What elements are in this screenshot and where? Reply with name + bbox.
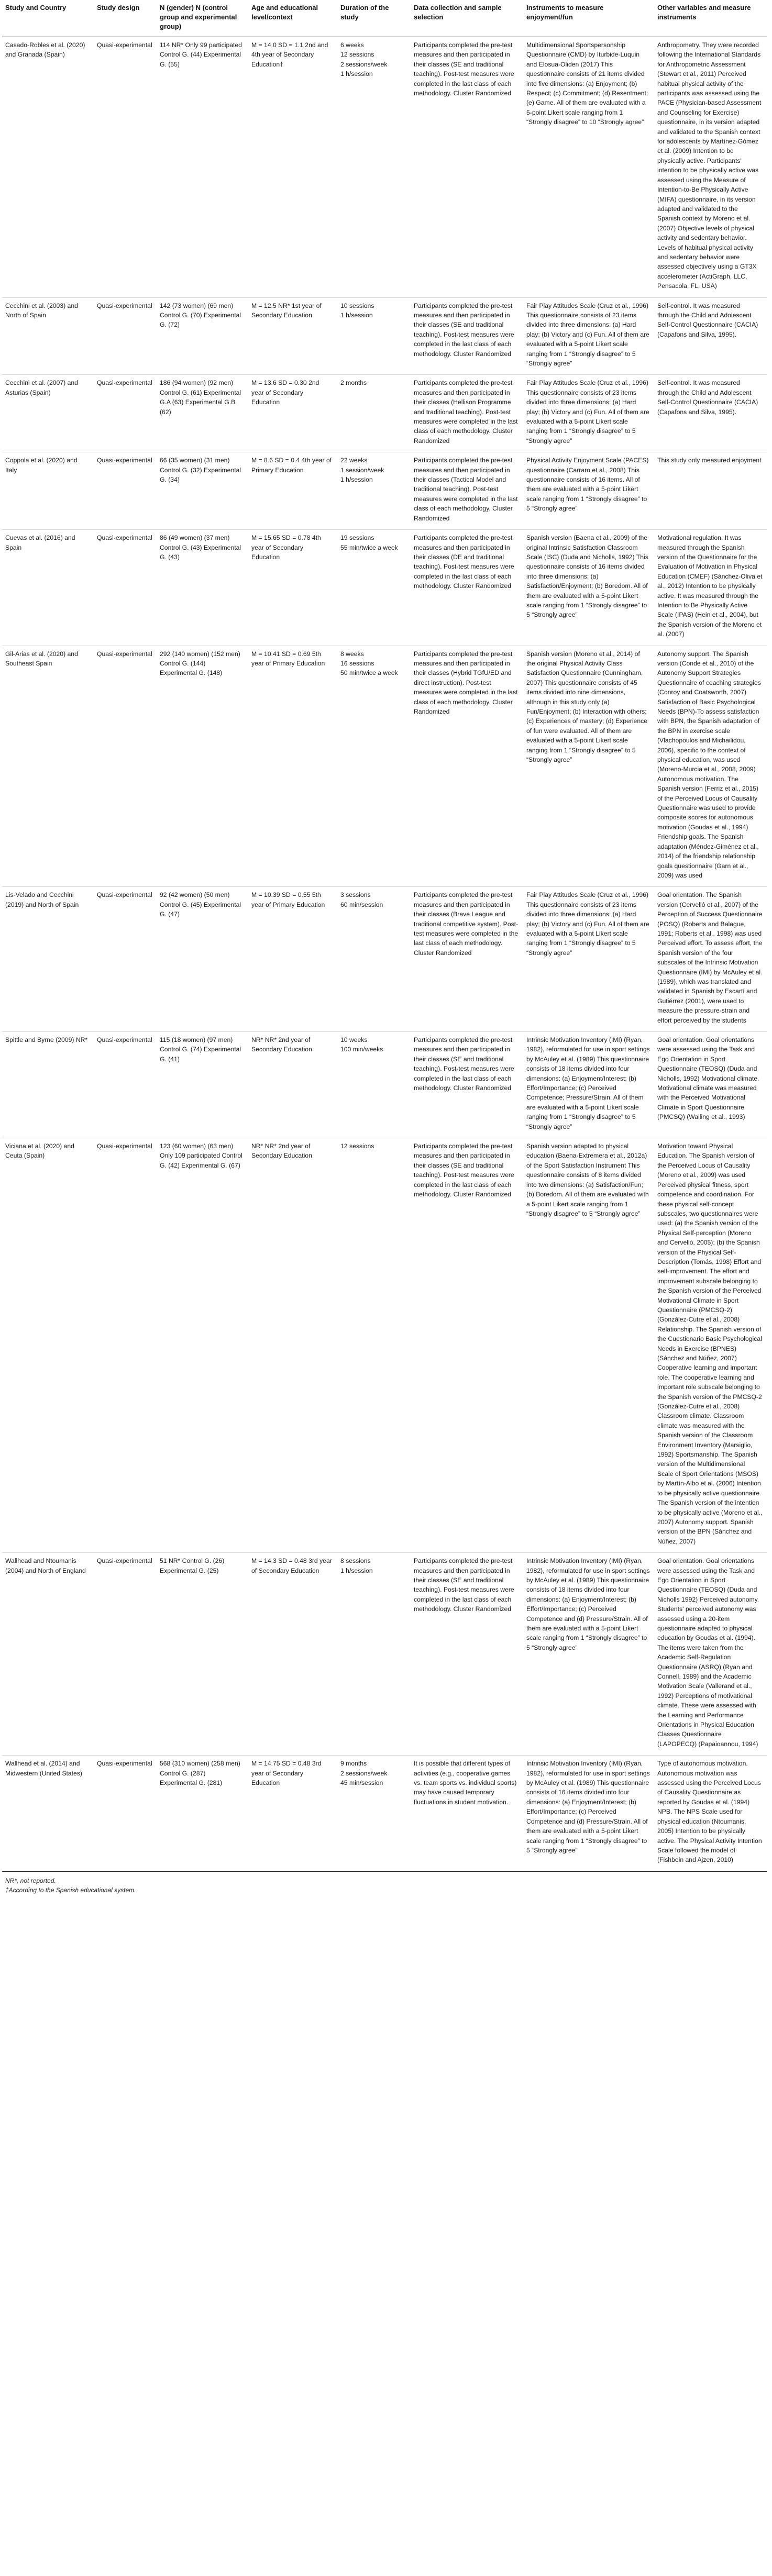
- cell-design: Quasi-experimental: [94, 530, 157, 646]
- cell-duration: 8 sessions 1 h/session: [337, 1553, 411, 1756]
- cell-data-collection: Participants completed the pre-test measures and then participated in their classes (DE and traditional teaching). Post-test measures were completed in the last class of each methodology. Cluster Randomized: [411, 530, 523, 646]
- table-row: [2, 375, 767, 452]
- header-n: N (gender) N (control group and experimental group): [157, 0, 248, 37]
- cell-instruments: Spanish version (Moreno et al., 2014) of the original Physical Activity Class Satisfaction Questionnaire (Cunningham, 2007) This questionnaire consists of 45 items divided into nine dimensions, although in this study only (a) Fun/Enjoyment; (b) Interaction with others; (c) Experiences of mastery; (d) Experience of fun were evaluated. All of them are evaluated with a 5-point Likert scale ranging from 1 “Strongly disagree” to 5 “Strongly agree”: [523, 646, 654, 887]
- footnote-nr: NR*, not reported.: [5, 1877, 56, 1884]
- cell-n: 51 NR* Control G. (26) Experimental G. (25): [157, 1553, 248, 1756]
- cell-duration: 6 weeks 12 sessions 2 sessions/week 1 h/session: [337, 37, 411, 298]
- cell-n: 86 (49 women) (37 men) Control G. (43) Experimental G. (43): [157, 530, 248, 646]
- table-row: [2, 887, 767, 1032]
- cell-study: Lis-Velado and Cecchini (2019) and North of Spain: [2, 887, 94, 1032]
- header-data-collection: Data collection and sample selection: [411, 0, 523, 37]
- cell-data-collection: It is possible that different types of activities (e.g., cooperative games vs. team sports vs. individual sports) may have caused temporary fluctuations in student motivation.: [411, 1756, 523, 1871]
- cell-other-variables: Anthropometry. They were recorded following the International Standards for Anthropometric Assessment (Stewart et al., 2011) Perceived habitual physical activity of the participants was assessed using the PACE (Physician-based Assessment and Counseling for Exercise) questionnaire, in its version adapted and validated to the Spanish context for adolescents by Martínez-Gómez et al. (2009) Intention to be physically active. Participants' intention to be physically active was assessed using the Measure of Intention-to-Be Physically Active (MIFA) questionnaire, in its version adapted and validated to the Spanish context by Moreno et al. (2007) Objective levels of physical activity and sedentary behavior. Levels of habitual physical activity and sedentary behavior were assessed objectively using a GT3X accelerometer (ActiGraph, LLC, Pensacola, FL, USA): [654, 37, 767, 298]
- cell-n: 568 (310 women) (258 men) Control G. (287) Experimental G. (281): [157, 1756, 248, 1871]
- studies-table: [2, 0, 767, 1872]
- header-design: Study design: [94, 0, 157, 37]
- cell-design: Quasi-experimental: [94, 375, 157, 452]
- cell-n: 123 (60 women) (63 men) Only 109 participated Control G. (42) Experimental G. (67): [157, 1138, 248, 1553]
- cell-duration: 19 sessions 55 min/twice a week: [337, 530, 411, 646]
- cell-n: 92 (42 women) (50 men) Control G. (45) Experimental G. (47): [157, 887, 248, 1032]
- cell-other-variables: Self-control. It was measured through the Child and Adolescent Self-Control Questionnaire (CACIA) (Capafons and Silva, 1995).: [654, 297, 767, 375]
- cell-other-variables: Autonomy support. The Spanish version (Conde et al., 2010) of the Autonomy Support Strategies Questionnaire of coaching strategies (Conroy and Coatsworth, 2007) Satisfaction of Basic Psychological Needs (BPN)-To assess satisfaction with BPN, the Spanish adaptation of the BPN in exercise scale (Vlachopoulos and Michailidou, 2006), specific to the context of physical education, was used (Moreno-Murcia et al., 2008, 2009) Autonomous motivation. The Spanish version (Ferriz et al., 2015) of the Perceived Locus of Causality Questionnaire was used to provide composite scores for autonomous motivation (Goudas et al., 1994) Friendship goals. The Spanish adaptation (Méndez-Giménez et al., 2014) of the friendship relationship goals questionnaire (Garn et al., 2009) was used: [654, 646, 767, 887]
- cell-data-collection: Participants completed the pre-test measures and then participated in their classes (SE and traditional teaching). Post-test measures were completed in the last class of each methodology. Cluster Randomized: [411, 37, 523, 298]
- cell-data-collection: Participants completed the pre-test measures and then participated in their classes (SE and traditional teaching). Post-test measures were completed in the last class of each methodology. Cluster Randomized: [411, 297, 523, 375]
- cell-instruments: Fair Play Attitudes Scale (Cruz et al., 1996) This questionnaire consists of 23 items divided into three dimensions: (a) Hard play; (b) Victory and (c) Fun. All of them are evaluated with a 5-point Likert scale ranging from 1 “Strongly disagree” to 5 “Strongly agree”: [523, 375, 654, 452]
- cell-design: Quasi-experimental: [94, 887, 157, 1032]
- cell-design: Quasi-experimental: [94, 37, 157, 298]
- cell-data-collection: Participants completed the pre-test measures and then participated in their classes (SE and traditional teaching). Post-test measures were completed in the last class of each methodology. Cluster Randomized: [411, 1553, 523, 1756]
- header-row: [2, 0, 767, 37]
- cell-study: Viciana et al. (2020) and Ceuta (Spain): [2, 1138, 94, 1553]
- cell-n: 142 (73 women) (69 men) Control G. (70) Experimental G. (72): [157, 297, 248, 375]
- header-instruments: Instruments to measure enjoyment/fun: [523, 0, 654, 37]
- table-row: [2, 1756, 767, 1871]
- cell-duration: 9 months 2 sessions/week 45 min/session: [337, 1756, 411, 1871]
- cell-data-collection: Participants completed the pre-test measures and then participated in their classes (SE and traditional teaching). Post-test measures were completed in the last class of each methodology. Cluster Randomized: [411, 1032, 523, 1138]
- cell-other-variables: This study only measured enjoyment: [654, 452, 767, 530]
- cell-duration: 3 sessions 60 min/session: [337, 887, 411, 1032]
- header-other-variables: Other variables and measure instruments: [654, 0, 767, 37]
- table-footnotes: [5, 1876, 772, 1895]
- cell-instruments: Intrinsic Motivation Inventory (IMI) (Ryan, 1982), reformulated for use in sport settings by McAuley et al. (1989) This questionnaire consists of 18 items divided into four dimensions: (a) Enjoyment/Interest; (b) Effort/Importance; (c) Perceived Competence; Pressure/Strain. All of them are evaluated with a 5-point Likert scale ranging from 1 “Strongly disagree” to 5 “Strongly agree”: [523, 1032, 654, 1138]
- cell-other-variables: Motivation toward Physical Education. The Spanish version of the Perceived Locus of Causality (Moreno et al., 2009) was used Perceived physical fitness, sport competence and coordination. For these physical self-concept subscales, two questionnaires were used: (a) the Spanish version of the Physical Self-perception (Moreno and Cervelló, 2005); (b) the Spanish version of the Physical Self-Description (Tomás, 1998) Effort and self-improvement. The effort and improvement subscale belonging to the Spanish version of the Perceived Motivational Climate in Sport Questionnaire (PMCSQ-2) (González-Cutre et al., 2008) Relationship. The Spanish version of the Cuestionario Basic Psychological Needs in Exercise (BPNES) (Sánchez and Núñez, 2007) Cooperative learning and important role. The cooperative learning and important role subscale belonging to the Spanish version of the PMCSQ-2 (González-Cutre et al., 2008) Classroom climate. Classroom climate was measured with the Spanish version of the Classroom Environment Inventory (Marsiglio, 1992) Sportsmanship. The Spanish version of the Multidimensional Scale of Sport Orientations (MSOS) by Martín-Albo et al. (2006) Intention to be physically active questionnaire. The Spanish version of the intention to be physically active (Moreno et al., 2007) Autonomy support. Spanish version of the BPN (Sánchez and Núñez, 2007): [654, 1138, 767, 1553]
- table-row: [2, 297, 767, 375]
- cell-duration: 22 weeks 1 session/week 1 h/session: [337, 452, 411, 530]
- cell-data-collection: Participants completed the pre-test measures and then participated in their classes (SE and traditional teaching). Post-test measures were completed in the last class of each methodology. Cluster Randomized: [411, 1138, 523, 1553]
- cell-instruments: Intrinsic Motivation Inventory (IMI) (Ryan, 1982), reformulated for use in sport settings by McAuley et al. (1989) This questionnaire consists of 18 items divided into four dimensions: (a) Enjoyment/Interest; (b) Effort/Importance; (c) Perceived Competence and (d) Pressure/Strain. All of them are evaluated with a 5-point Likert scale ranging from 1 “Strongly disagree” to 5 “Strongly agree”: [523, 1553, 654, 1756]
- cell-data-collection: Participants completed the pre-test measures and then participated in their classes (Tactical Model and traditional teaching). Post-test measures were completed in the last class of each methodology. Cluster Randomized: [411, 452, 523, 530]
- cell-study: Cecchini et al. (2007) and Asturias (Spain): [2, 375, 94, 452]
- cell-other-variables: Goal orientation. Goal orientations were assessed using the Task and Ego Orientation in Sport Questionnaire (TEOSQ) (Duda and Nicholls 1992) Perceived autonomy. Students' perceived autonomy was assessed using a 20-item questionnaire adapted to physical education by Goudas et al. (1994). The items were taken from the Academic Self-Regulation Questionnaire (ASRQ) (Ryan and Connell, 1989) and the Academic Motivation Scale (Vallerand et al., 1992) Perceptions of motivational climate. These were assessed with the Learning and Performance Orientations in Physical Education Classes Questionnaire (LAPOPECQ) (Papaioannou, 1994): [654, 1553, 767, 1756]
- cell-duration: 10 weeks 100 min/weeks: [337, 1032, 411, 1138]
- cell-age: M = 15.65 SD = 0.78 4th year of Secondary Education: [248, 530, 337, 646]
- footnote-educational-system: †According to the Spanish educational system.: [5, 1886, 136, 1894]
- cell-n: 186 (94 women) (92 men) Control G. (61) Experimental G.A (63) Experimental G.B (62): [157, 375, 248, 452]
- cell-study: Casado-Robles et al. (2020) and Granada (Spain): [2, 37, 94, 298]
- cell-design: Quasi-experimental: [94, 1553, 157, 1756]
- table-row: [2, 452, 767, 530]
- cell-age: M = 14.0 SD = 1.1 2nd and 4th year of Secondary Education†: [248, 37, 337, 298]
- cell-age: M = 10.39 SD = 0.55 5th year of Primary Education: [248, 887, 337, 1032]
- cell-other-variables: Type of autonomous motivation. Autonomous motivation was assessed using the Perceived Locus of Causality Questionnaire as reported by Goudas et al. (1994) NPB. The NPS Scale used for physical education (Ntoumanis, 2005) Intention to be physically active. The Physical Activity Intention Scale followed the model of (Fishbein and Ajzen, 2010): [654, 1756, 767, 1871]
- cell-n: 292 (140 women) (152 men) Control G. (144) Experimental G. (148): [157, 646, 248, 887]
- cell-study: Coppola et al. (2020) and Italy: [2, 452, 94, 530]
- table-body: [2, 37, 767, 1872]
- cell-age: M = 10.41 SD = 0.69 5th year of Primary Education: [248, 646, 337, 887]
- table-row: [2, 37, 767, 298]
- cell-instruments: Spanish version (Baena et al., 2009) of the original Intrinsic Satisfaction Classroom Scale (ISC) (Duda and Nicholls, 1992) This questionnaire consists of 16 items divided into three dimensions: (a) Satisfaction/Enjoyment; (b) Boredom. All of them are evaluated with a 5-point Likert scale ranging from 1 “Strongly disagree” to 5 “Strongly agree”: [523, 530, 654, 646]
- cell-design: Quasi-experimental: [94, 297, 157, 375]
- cell-study: Spittle and Byrne (2009) NR*: [2, 1032, 94, 1138]
- cell-duration: 2 months: [337, 375, 411, 452]
- cell-age: M = 12.5 NR* 1st year of Secondary Education: [248, 297, 337, 375]
- cell-study: Wallhead and Ntoumanis (2004) and North of England: [2, 1553, 94, 1756]
- cell-age: NR* NR* 2nd year of Secondary Education: [248, 1032, 337, 1138]
- cell-design: Quasi-experimental: [94, 452, 157, 530]
- table-row: [2, 530, 767, 646]
- cell-data-collection: Participants completed the pre-test measures and then participated in their classes (Hybrid TGfU/ED and direct instruction). Post-test measures were completed in the last class of each methodology. Cluster Randomized: [411, 646, 523, 887]
- cell-n: 66 (35 women) (31 men) Control G. (32) Experimental G. (34): [157, 452, 248, 530]
- cell-n: 114 NR* Only 99 participated Control G. (44) Experimental G. (55): [157, 37, 248, 298]
- cell-instruments: Multidimensional Sportspersonship Questionnaire (CMD) by Iturbide-Luquin and Elosua-Oliden (2017) This questionnaire consists of 21 items divided into five dimensions: (a) Enjoyment; (b) Respect; (c) Commitment; (d) Resentment; (e) Game. All of them are evaluated with a 5-point Likert scale ranging from 1 “Strongly disagree” to 10 “Strongly agree”: [523, 37, 654, 298]
- cell-age: NR* NR* 2nd year of Secondary Education: [248, 1138, 337, 1553]
- cell-n: 115 (18 women) (97 men) Control G. (74) Experimental G. (41): [157, 1032, 248, 1138]
- cell-duration: 8 weeks 16 sessions 50 min/twice a week: [337, 646, 411, 887]
- cell-study: Wallhead et al. (2014) and Midwestern (United States): [2, 1756, 94, 1871]
- table-row: [2, 1138, 767, 1553]
- table-row: [2, 1032, 767, 1138]
- cell-age: M = 13.6 SD = 0.30 2nd year of Secondary Education: [248, 375, 337, 452]
- cell-study: Cecchini et al. (2003) and North of Spain: [2, 297, 94, 375]
- cell-age: M = 8.6 SD = 0.4 4th year of Primary Education: [248, 452, 337, 530]
- cell-instruments: Spanish version adapted to physical education (Baena-Extremera et al., 2012a) of the Sport Satisfaction Instrument This questionnaire consists of 8 items divided into two dimensions: (a) Satisfaction/Fun; (b) Boredom. All of them are evaluated with a 5-point Likert scale ranging from 1 “Strongly disagree” to 5 “Strongly agree”: [523, 1138, 654, 1553]
- cell-instruments: Physical Activity Enjoyment Scale (PACES) questionnaire (Carraro et al., 2008) This questionnaire consists of 16 items. All of them are evaluated with a 5-point Likert scale ranging from 1 “Strongly disagree” to 5 “Strongly agree”: [523, 452, 654, 530]
- cell-other-variables: Goal orientation. The Spanish version (Cervelló et al., 2007) of the Perception of Success Questionnaire (POSQ) (Roberts and Balague, 1991; Roberts et al., 1998) was used Perceived effort. To assess effort, the Spanish version of the four subscales of the Intrinsic Motivation Questionnaire (IMI) by McAuley et al. (1989), which was translated and validated in Spanish by Escartí and Gutiérrez (2001), were used to measure the pressure-strain and effort perceived by the students: [654, 887, 767, 1032]
- header-age: Age and educational level/context: [248, 0, 337, 37]
- cell-design: Quasi-experimental: [94, 1138, 157, 1553]
- cell-design: Quasi-experimental: [94, 646, 157, 887]
- table-row: [2, 1553, 767, 1756]
- cell-instruments: Intrinsic Motivation Inventory (IMI) (Ryan, 1982), reformulated for use in sport settings by McAuley et al. (1989) This questionnaire consists of 16 items divided into four dimensions: (a) Enjoyment/Interest; (b) Effort/Importance; (c) Perceived Competence and (d) Pressure/Strain. All of them are evaluated with a 5-point Likert scale ranging from 1 “Strongly disagree” to 5 “Strongly agree”: [523, 1756, 654, 1871]
- cell-other-variables: Motivational regulation. It was measured through the Spanish version of the Questionnaire for the Evaluation of Motivation in Physical Education (CMEF) (Sánchez-Oliva et al., 2012) Intention to be physically active. It was measured through the Intention to Be Physically Active Scale (IPAS) (Hein et al., 2004), but the Spanish version of the Moreno et al. (2007): [654, 530, 767, 646]
- cell-instruments: Fair Play Attitudes Scale (Cruz et al., 1996) This questionnaire consists of 23 items divided into three dimensions: (a) Hard play; (b) Victory and (c) Fun. All of them are evaluated with a 5-point Likert scale ranging from 1 “Strongly disagree” to 5 “Strongly agree”: [523, 297, 654, 375]
- cell-study: Cuevas et al. (2016) and Spain: [2, 530, 94, 646]
- cell-design: Quasi-experimental: [94, 1032, 157, 1138]
- cell-other-variables: Goal orientation. Goal orientations were assessed using the Task and Ego Orientation in Sport Questionnaire (TEOSQ) (Duda and Nicholls, 1992) Motivational climate. Motivational climate was measured with the Perceived Motivational Climate in Sport Questionnaire (PMCSQ) (Walling et al., 1993): [654, 1032, 767, 1138]
- table-header: [2, 0, 767, 37]
- header-study: Study and Country: [2, 0, 94, 37]
- cell-instruments: Fair Play Attitudes Scale (Cruz et al., 1996) This questionnaire consists of 23 items divided into three dimensions: (a) Hard play; (b) Victory and (c) Fun. All of them are evaluated with a 5-point Likert scale ranging from 1 “Strongly disagree” to 5 “Strongly agree”: [523, 887, 654, 1032]
- cell-other-variables: Self-control. It was measured through the Child and Adolescent Self-Control Questionnaire (CACIA) (Capafons and Silva, 1995).: [654, 375, 767, 452]
- cell-study: Gil-Arias et al. (2020) and Southeast Spain: [2, 646, 94, 887]
- cell-age: M = 14.3 SD = 0.48 3rd year of Secondary Education: [248, 1553, 337, 1756]
- cell-data-collection: Participants completed the pre-test measures and then participated in their classes (Brave League and traditional competitive system). Post-test measures were completed in the last class of each methodology. Cluster Randomized: [411, 887, 523, 1032]
- cell-duration: 10 sessions 1 h/session: [337, 297, 411, 375]
- table-row: [2, 646, 767, 887]
- cell-data-collection: Participants completed the pre-test measures and then participated in their classes (Hellison Programme and traditional teaching). Post-test measures were completed in the last class of each methodology. Cluster Randomized: [411, 375, 523, 452]
- cell-design: Quasi-experimental: [94, 1756, 157, 1871]
- cell-age: M = 14.75 SD = 0.48 3rd year of Secondary Education: [248, 1756, 337, 1871]
- cell-duration: 12 sessions: [337, 1138, 411, 1553]
- header-duration: Duration of the study: [337, 0, 411, 37]
